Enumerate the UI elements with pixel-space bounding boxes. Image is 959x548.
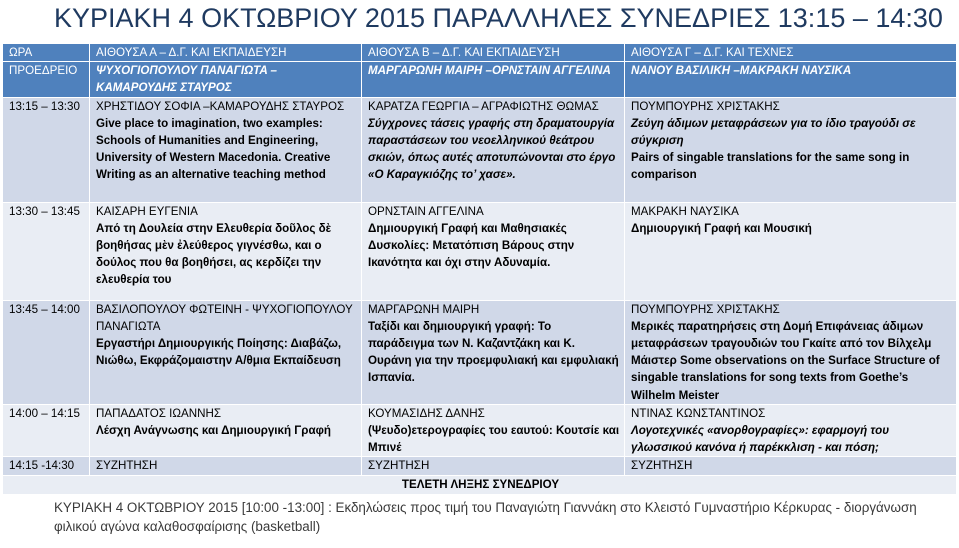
session-cell [90,97,362,202]
session-cell [362,97,625,202]
page-title: ΚΥΡΙΑΚΗ 4 ΟΚΤΩΒΡΙΟΥ 2015 ΠΑΡΑΛΛΗΛΕΣ ΣΥΝΕΔΡΙΕΣ 13:15 – 14:30 [54,3,943,33]
talk-title: Λογοτεχνικές «ανορθογραφίες»: εφαρμογή του γλωσσικού κανόνα ή παρέκκλιση - και πόση; [631,424,890,455]
header-room-c: ΑΙΘΟΥΣΑ Γ – Δ.Γ. ΚΑΙ ΤΕΧΝΕΣ [625,44,957,62]
speaker-name: ΜΑΚΡΑΚΗ ΝΑΥΣΙΚΑ [631,204,739,218]
schedule-table [2,43,957,495]
talk-title: Από τη Δουλεία στην Ελευθερία δοῦλος δὲ βοηθήσας μὲν ἐλεύθερος γιγνέσθω, και ο δούλος που θα βοηθήσει, ας κερδίζει την ελευθερία του [96,221,332,287]
chairs-room-b: ΜΑΡΓΑΡΩΝΗ ΜΑΙΡΗ –ΟΡΝΣΤΑΙΝ ΑΓΓΕΛΙΝΑ [362,62,625,97]
table-row [3,404,957,457]
speaker-name: ΒΑΣΙΛΟΠΟΥΛΟΥ ΦΩΤΕΙΝΗ - ΨΥΧΟΓΙΟΠΟΥΛΟΥ ΠΑΝΑΓΙΩΤΑ [96,302,353,333]
talk-title: Ζεύγη άδιμων μεταφράσεων για το ίδιο τραγούδι σε σύγκριση [631,116,916,148]
session-cell [362,202,625,300]
talk-title-english: Pairs of singable translations for the same song in comparison [631,151,910,182]
discussion-room-c: ΣΥΖΗΤΗΣΗ [625,457,957,475]
talk-title: Δημιουργική Γραφή και Μαθησιακές Δυσκολίες: Μετατόπιση Βάρους στην Ικανότητα και όχι στην Αδυναμία. [368,221,575,270]
table-row [3,202,957,300]
slot-time: 14:15 -14:30 [3,457,90,475]
speaker-name: ΚΑΡΑΤΖΑ ΓΕΩΡΓΙΑ – ΑΓΡΑΦΙΩΤΗΣ ΘΩΜΑΣ [368,99,599,113]
talk-title: Give place to imagination, two examples: Schools of Humanities and Engineering, University of Western Macedonia. Creative Writing as an alternative teaching method [96,116,331,182]
header-time: ΩΡΑ [3,44,90,62]
closing-ceremony: ΤΕΛΕΤΗ ΛΗΞΗΣ ΣΥΝΕΔΡΙΟΥ [3,475,957,494]
slot-time: 13:15 – 13:30 [3,97,90,202]
chairs-room-c: ΝΑΝΟΥ ΒΑΣΙΛΙΚΗ –ΜΑΚΡΑΚΗ ΝΑΥΣΙΚΑ [625,62,957,97]
session-cell [625,202,957,300]
session-cell [362,404,625,457]
table-row [3,97,957,202]
chairs-room-a: ΨΥΧΟΓΙΟΠΟΥΛΟΥ ΠΑΝΑΓΙΩΤΑ – ΚΑΜΑΡΟΥΔΗΣ ΣΤΑΥΡΟΣ [90,62,362,97]
session-cell [625,404,957,457]
speaker-name: ΧΡΗΣΤΙΔΟΥ ΣΟΦΙΑ –ΚΑΜΑΡΟΥΔΗΣ ΣΤΑΥΡΟΣ [96,99,345,113]
session-cell [90,202,362,300]
session-cell [90,300,362,404]
footer-note: ΚΥΡΙΑΚΗ 4 ΟΚΤΩΒΡΙΟΥ 2015 [10:00 -13:00] : Εκδηλώσεις προς τιμή του Παναγιώτη Γιαννάκη στο Κλειστό Γυμναστήριο Κέρκυρας - διοργάνωση φιλικού αγώνα καλαθοσφαίρισης (basketball) [54,500,917,534]
session-cell [90,404,362,457]
talk-title: Δημιουργική Γραφή και Μουσική [631,221,812,235]
speaker-name: ΚΑΙΣΑΡΗ ΕΥΓΕΝΙΑ [96,204,198,218]
discussion-room-b: ΣΥΖΗΤΗΣΗ [362,457,625,475]
session-cell [625,300,957,404]
chairs-label: ΠΡΟΕΔΡΕΙΟ [3,62,90,97]
talk-title: Ταξίδι και δημιουργική γραφή: Το παράδειγμα των Ν. Καζαντζάκη και Κ. Ουράνη για την προεμφυλιακή και εμφυλιακή Ισπανία. [368,319,619,385]
speaker-name: ΠΟΥΜΠΟΥΡΗΣ ΧΡΙΣΤΑΚΗΣ [631,302,780,316]
talk-title: Εργαστήρι Δημιουργικής Ποίησης: Διαβάζω, Νιώθω, Εκφράζομαιστην Α/θμια Εκπαίδευση [96,337,342,368]
speaker-name: ΝΤΙΝΑΣ ΚΩΝΣΤΑΝΤΙΝΟΣ [631,406,766,420]
slot-time: 13:45 – 14:00 [3,300,90,404]
table-header-row [3,44,957,62]
header-room-a: ΑΙΘΟΥΣΑ Α – Δ.Γ. ΚΑΙ ΕΚΠΑΙΔΕΥΣΗ [90,44,362,62]
speaker-name: ΜΑΡΓΑΡΩΝΗ ΜΑΙΡΗ [368,302,480,316]
chairs-row [3,62,957,97]
session-cell [625,97,957,202]
table-row [3,300,957,404]
slot-time: 14:00 – 14:15 [3,404,90,457]
talk-title: Λέσχη Ανάγνωσης και Δημιουργική Γραφή [96,424,331,438]
talk-title: Μερικές παρατηρήσεις στη Δομή Επιφάνειας άδιμων μεταφράσεων τραγουδιών του Γκαίτε από τον Βίλχελμ Μάιστερ Some observations on the Surface Structure of singable translations for song texts from Goethe’s Wilhelm Meister [631,319,940,402]
header-room-b: ΑΙΘΟΥΣΑ Β – Δ.Γ. ΚΑΙ ΕΚΠΑΙΔΕΥΣΗ [362,44,625,62]
speaker-name: ΠΟΥΜΠΟΥΡΗΣ ΧΡΙΣΤΑΚΗΣ [631,99,780,113]
speaker-name: ΟΡΝΣΤΑΙΝ ΑΓΓΕΛΙΝΑ [368,204,484,218]
talk-title: (Ψευδο)ετερογραφίες του εαυτού: Κουτσίε και Μπινέ [368,424,620,455]
speaker-name: ΠΑΠΑΔΑΤΟΣ ΙΩΑΝΝΗΣ [96,406,222,420]
speaker-name: ΚΟΥΜΑΣΙΔΗΣ ΔΑΝΗΣ [368,406,485,420]
discussion-row [3,457,957,475]
slot-time: 13:30 – 13:45 [3,202,90,300]
session-cell [362,300,625,404]
closing-row [3,475,957,494]
talk-title: Σύγχρονες τάσεις γραφής στη δραματουργία παραστάσεων του νεοελληνικού θεάτρου σκιών, όπως αυτές αποτυπώνονται στο έργο «Ο Καραγκιόζης το’ χασε». [368,116,616,182]
discussion-room-a: ΣΥΖΗΤΗΣΗ [90,457,362,475]
